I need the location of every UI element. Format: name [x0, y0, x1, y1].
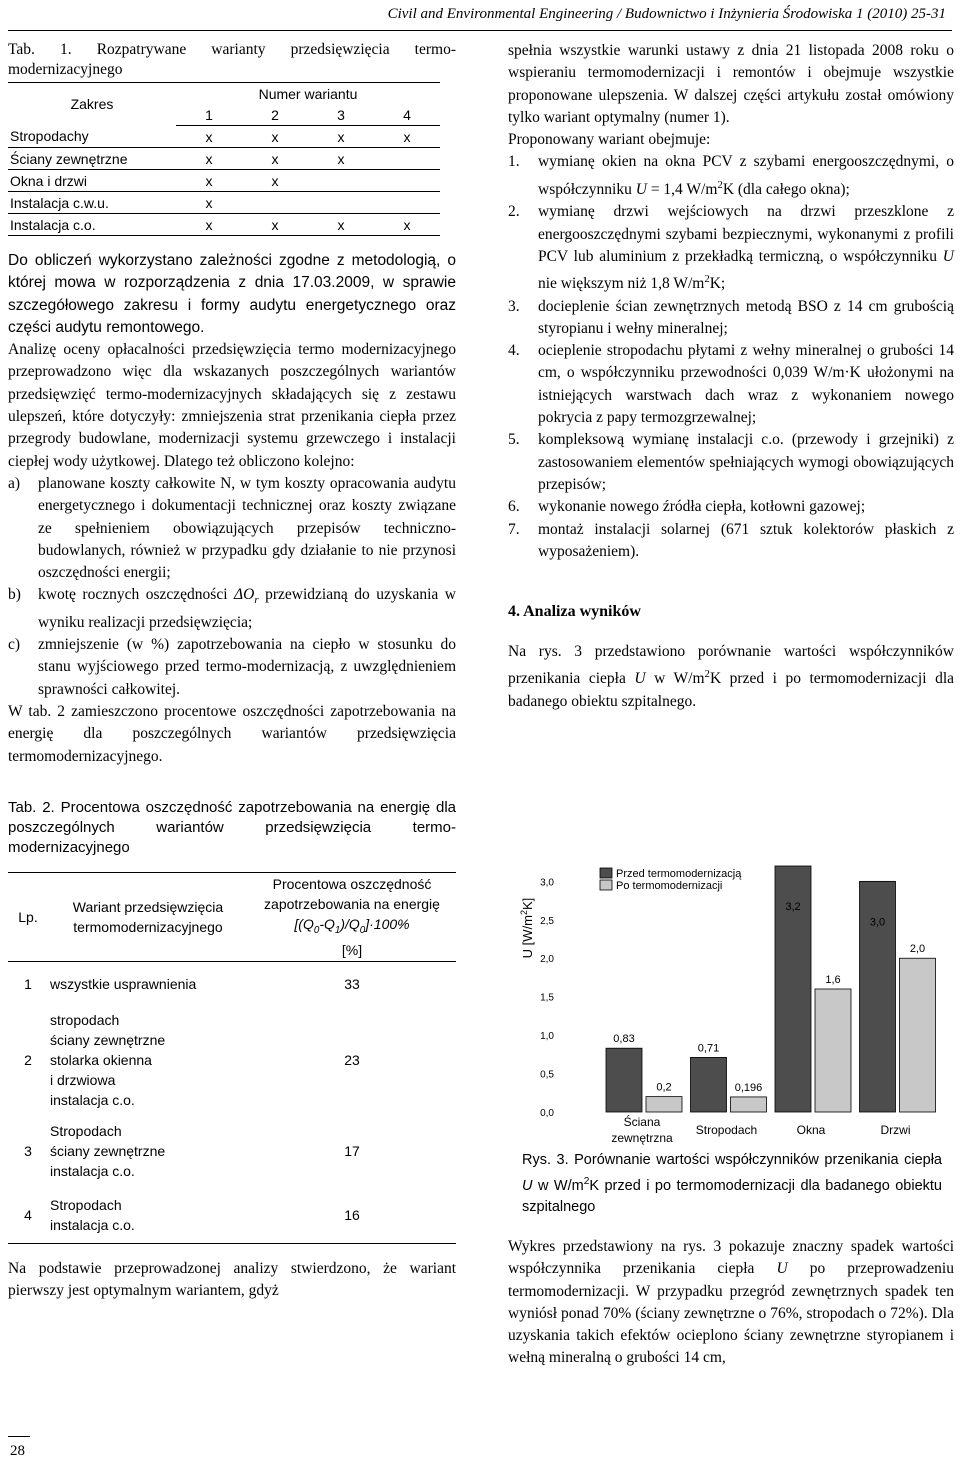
table-row — [8, 148, 440, 170]
list-marker: 4. — [508, 342, 520, 360]
figure-3-caption-block — [522, 1150, 942, 1218]
formula-sub: 1 — [334, 924, 341, 936]
table1-head-variant: Numer wariantu — [176, 83, 440, 105]
table2-variant — [48, 961, 248, 1005]
table2-percent: 33 — [344, 975, 360, 992]
symbol-u: U — [776, 1260, 788, 1278]
paragraph-conclusion: Na podstawie przeprowadzonej analizy stwierdzono, że wariant pierwszy jest optymalnym wariantem, gdyż — [8, 1259, 456, 1300]
table1-cell: x — [242, 214, 308, 236]
list-item-text: K (dla całego okna); — [722, 180, 850, 198]
table1-head-scope: Zakres — [8, 83, 176, 126]
list-item-text: wymianę drzwi wejściowych na drzwi przeszklone z energooszczędnymi szybami bezpiecznymi, wykonanymi z profili PCV lub aluminium z przekładką termiczną, o współczynniku — [538, 203, 954, 265]
table1-row-label: Stropodachy — [8, 126, 176, 148]
text-run: w W/m — [645, 670, 705, 688]
data-label: 3,0 — [869, 916, 886, 929]
text-run: Na rys. 3 przedstawiono porównanie wartości współczynników przenikania ciepła — [508, 643, 954, 688]
y-tick-label: 0,0 — [540, 1108, 554, 1119]
table1-cell — [308, 170, 374, 192]
table1-cell: x — [176, 192, 242, 214]
table1-row-label: Ściany zewnętrzne — [8, 148, 176, 170]
table1-cell: x — [176, 170, 242, 192]
table2-variant-line: i drzwiowa — [50, 1072, 116, 1089]
list-item-text: K; — [709, 275, 726, 293]
paragraph-methodology: Do obliczeń wykorzystano zależności zgodne z metodologią, o której mowa w rozporządzenia z dnia 17.03.2009, w sprawie szczegółowego zakresu i formy audytu energetycznego oraz części audytu remontowego. — [8, 252, 456, 336]
text-run: K przed i po termomodernizacji dla badanego obiektu szpitalnego — [522, 1177, 943, 1215]
table2-variant-line: Stropodach — [50, 1123, 122, 1140]
list-item — [508, 340, 954, 429]
list-item-text: wymianę okien na okna PCV z szybami energooszczędnymi, o współczynniku — [538, 153, 954, 198]
list-item — [508, 296, 954, 341]
legend-swatch — [600, 868, 612, 878]
table1-cell — [374, 192, 440, 214]
table2-variant — [48, 1005, 248, 1115]
symbol-delta-o: ΔO — [234, 586, 255, 604]
x-tick-label: Drzwi — [880, 1123, 911, 1137]
table1-cell: x — [374, 126, 440, 148]
table2-variant-line: wszystkie usprawnienia — [50, 975, 197, 992]
table-row — [8, 126, 440, 148]
list-marker: 7. — [508, 520, 520, 538]
table2-variant — [48, 1187, 248, 1243]
table2-variant-line: instalacja c.o. — [50, 1163, 135, 1180]
table2-lp: 2 — [24, 1052, 32, 1069]
symbol-u: U — [522, 1177, 533, 1194]
superscript: 2 — [704, 668, 710, 681]
paragraph-analysis: Analizę oceny opłacalności przedsięwzięcia termo modernizacyjnego przeprowadzono więc dla wskazanych poszczególnych wariantów przedsięwzięć termo-modernizacyjnych składających się z zestawu ulepszeń, które dotyczyły: zmniejszenia strat przenikania ciepła przez przegrody budowlane, modernizacji systemu grzewczego i instalacji ciepłej wody użytkowej. Dlatego też obliczono kolejno: — [8, 341, 456, 470]
table1-cell: x — [374, 214, 440, 236]
right-column — [508, 40, 954, 713]
symbol-u: U — [942, 247, 954, 265]
list-item-text: kwotę rocznych oszczędności — [38, 586, 235, 604]
table1-cell — [242, 192, 308, 214]
table-row — [8, 214, 440, 236]
data-label: 0,2 — [656, 1081, 672, 1094]
calc-list — [8, 473, 456, 701]
chart-svg — [508, 850, 954, 1150]
table2-head-variant: Wariant przedsięwzięcia termomodernizacyjnego — [48, 872, 248, 961]
table1-cell: x — [242, 148, 308, 170]
proposed-list — [508, 151, 954, 563]
paragraph-law: spełnia wszystkie warunki ustawy z dnia 21 listopada 2008 roku o wspieraniu termomodernizacji i remontów i obejmuje wszystkie proponowane ulepszenia. W dalszej części artykułu został omówiony tylko wariant optymalny (numer 1). — [508, 42, 954, 126]
superscript: 2 — [583, 1176, 590, 1187]
table1-variant-num: 2 — [242, 104, 308, 126]
superscript: 2 — [717, 178, 723, 191]
text-run: w W/m — [532, 1177, 584, 1194]
table2-head-percent — [248, 872, 456, 961]
section-title: 4. Analiza wyników — [508, 603, 641, 621]
table1-row-label: Instalacja c.w.u. — [8, 192, 176, 214]
table1-cell: x — [176, 126, 242, 148]
paragraph-fig3-discussion — [508, 1236, 954, 1370]
list-item — [508, 519, 954, 564]
table1-row-label: Okna i drzwi — [8, 170, 176, 192]
table2-percent: 16 — [248, 1187, 456, 1243]
x-tick-label: zewnętrzna — [611, 1131, 673, 1145]
formula-part: [(Q — [294, 915, 314, 932]
list-marker: c) — [8, 636, 21, 654]
bar — [900, 958, 936, 1112]
list-item — [508, 429, 954, 496]
table2-variant-line: instalacja c.o. — [50, 1217, 135, 1234]
list-item-text: planowane koszty całkowite N, w tym koszty opracowania audytu energetycznego i dokumentacji technicznej oraz koszty związane ze spełnieniem obowiązujących przepisów techniczno-budowlanych, również w przypadku gdy działanie to nie przynosi oszczędności energii; — [38, 474, 456, 582]
y-tick-label: 1,5 — [540, 992, 554, 1004]
table2 — [8, 872, 456, 1244]
list-item — [508, 201, 954, 295]
list-marker: a) — [8, 474, 21, 492]
figure-caption — [522, 1150, 942, 1218]
list-marker: 5. — [508, 431, 520, 449]
list-marker: 2. — [508, 203, 520, 221]
table2-caption: Tab. 2. Procentowa oszczędność zapotrzebowania na energię dla poszczególnych wariantów przedsięwzięcia termo-modernizacyjnego — [8, 798, 456, 856]
table1-cell: x — [242, 126, 308, 148]
y-tick-label: 2,5 — [540, 915, 554, 927]
footer-rule — [8, 1436, 30, 1437]
symbol-subscript: r — [254, 594, 259, 607]
list-item-text: ocieplenie stropodachu płytami z wełny mineralnej o grubości 14 cm, o współczynniku przewodności 0,039 W/m·K ułożonymi na istniejących warstwach dach wraz z wykonaniem nowego pokrycia z papy termozgrzewalnej; — [538, 342, 954, 427]
text-run: po przeprowadzeniu termomodernizacji. W przypadku przegród zewnętrznych spadek ten wyniósł ponad 70% (ściany zewnętrzne o 76%, stropodach o 72%). Dla uzyskania takich efektów ocieplono ściany zewnętrzne styropianem i wełną mineralną o grubości 14 cm, — [508, 1260, 954, 1367]
table2-lp: 3 — [24, 1143, 32, 1160]
bar — [691, 1057, 727, 1112]
table1-cell: x — [176, 148, 242, 170]
list-item-text: montaż instalacji solarnej (671 sztuk kolektorów płaskich z wyposażeniem). — [538, 520, 954, 560]
table2-head-lp: Lp. — [8, 872, 48, 961]
table-row — [8, 1187, 456, 1243]
table-row — [8, 1005, 456, 1115]
table2-variant-line: ściany zewnętrzne — [50, 1143, 166, 1160]
table2-percent: 23 — [344, 1052, 360, 1069]
legend-entry: Po termomodernizacji — [616, 880, 723, 892]
list-item-text: nie większym niż 1,8 W/m — [538, 275, 705, 293]
table2-variant-line: instalacja c.o. — [50, 1092, 135, 1109]
legend-entry: Przed termomodernizacją — [616, 868, 742, 880]
table1-cell — [374, 170, 440, 192]
data-label: 0,71 — [697, 1042, 720, 1055]
list-item-text: kompleksową wymianę instalacji c.o. (przewody i grzejniki) z zastosowaniem elementów spełniających wymogi obowiązujących przepisów; — [538, 431, 954, 493]
text-run: Rys. 3. Porównanie wartości współczynników przenikania ciepła — [522, 1152, 942, 1168]
list-item — [508, 151, 954, 201]
formula-part: )/Q — [340, 915, 360, 932]
x-tick-label: Okna — [796, 1123, 826, 1137]
list-item — [508, 496, 954, 518]
figure-3-chart — [508, 850, 954, 1150]
bar — [606, 1048, 642, 1112]
table1 — [8, 82, 440, 236]
list-item-text: zmniejszenie (w %) zapotrzebowania na ciepło w stosunku do stanu wyjściowego przed termo-modernizacją, z uwzględnieniem sprawności całkowitej. — [38, 636, 456, 698]
list-marker: 1. — [508, 153, 520, 171]
x-tick-label: Stropodach — [695, 1123, 758, 1137]
x-tick-label: Ściana — [623, 1115, 661, 1129]
list-item-text: = 1,4 W/m — [646, 180, 718, 198]
list-marker: 6. — [508, 498, 520, 516]
y-tick-label: 1,0 — [540, 1031, 554, 1043]
table1-cell: x — [308, 126, 374, 148]
header-rule — [8, 30, 952, 31]
table1-cell: x — [176, 214, 242, 236]
table2-variant — [48, 1115, 248, 1187]
paragraph-table2-intro: W tab. 2 zamieszczono procentowe oszczędności zapotrzebowania na energię dla poszczególnych wariantów przedsięwzięcia termomodernizacyjnego. — [8, 703, 456, 765]
table2-lp: 1 — [24, 975, 32, 992]
table1-row-label: Instalacja c.o. — [8, 214, 176, 236]
table1-variant-num: 3 — [308, 104, 374, 126]
y-tick-label: 2,0 — [540, 954, 554, 966]
table2-percent: 17 — [344, 1143, 360, 1160]
bar — [815, 989, 851, 1112]
table-row — [8, 170, 440, 192]
superscript: 2 — [704, 273, 710, 286]
table1-cell — [374, 148, 440, 170]
table1-cell: x — [242, 170, 308, 192]
data-label: 1,6 — [825, 973, 841, 986]
symbol-u: U — [635, 180, 647, 198]
table-row — [8, 961, 456, 1005]
list-item-text: przewidzianą do uzyskania w wyniku realizacji przedsięwzięcia; — [38, 586, 456, 631]
formula-sub: 0 — [359, 924, 366, 936]
legend-swatch — [600, 880, 612, 890]
data-label: 0,196 — [734, 1081, 763, 1094]
y-tick-label: 0,5 — [540, 1069, 554, 1081]
data-label: 3,2 — [785, 900, 801, 913]
list-item — [8, 473, 456, 584]
table2-lp: 4 — [8, 1187, 48, 1243]
text-run: K przed i po termomodernizacji dla badanego obiektu szpitalnego. — [508, 670, 955, 710]
table2-head-unit: [%] — [341, 942, 363, 959]
data-label: 0,83 — [613, 1033, 635, 1046]
table1-variant-num: 4 — [374, 104, 440, 126]
paragraph-proposed: Proponowany wariant obejmuje: — [508, 131, 711, 149]
formula-part: -Q — [319, 915, 335, 932]
y-tick-label: 3,0 — [540, 877, 554, 889]
table2-variant-line: Stropodach — [50, 1197, 122, 1214]
formula-part: ]·100% — [365, 915, 410, 932]
table1-cell: x — [308, 148, 374, 170]
page-number: 28 — [10, 1443, 25, 1459]
bar — [731, 1097, 767, 1112]
table1-cell: x — [308, 214, 374, 236]
list-item-text: wykonanie nowego źródła ciepła, kotłowni gazowej; — [538, 498, 866, 516]
table1-cell — [308, 192, 374, 214]
list-item-text: docieplenie ścian zewnętrznych metodą BSO z 14 cm grubością styropianu i wełny mineralnej; — [538, 297, 954, 337]
list-marker: b) — [8, 586, 21, 604]
table2-variant-line: ściany zewnętrzne — [50, 1032, 166, 1049]
list-marker: 3. — [508, 297, 520, 315]
table2-head-percent-text: Procentowa oszczędność zapotrzebowania na energię — [264, 875, 440, 912]
table-row — [8, 192, 440, 214]
table1-variant-num: 1 — [176, 104, 242, 126]
data-label: 2,0 — [909, 943, 926, 956]
table1-caption: Tab. 1. Rozpatrywane warianty przedsięwzięcia termo-modernizacyjnego — [8, 41, 456, 78]
y-axis-label: U $[W/m^2K]$ — [519, 897, 535, 959]
table2-variant-line: stolarka okienna — [50, 1052, 152, 1069]
table2-variant-line: stropodach — [50, 1012, 120, 1029]
formula-sub: 0 — [313, 924, 320, 936]
symbol-u: U — [634, 670, 646, 688]
list-item — [8, 634, 456, 701]
bar — [646, 1097, 682, 1112]
list-item — [8, 584, 456, 634]
left-column — [8, 40, 456, 1303]
running-header: Civil and Environmental Engineering / Budownictwo i Inżynieria Środowiska 1 (2010) 25-31 — [387, 6, 946, 22]
text-run: Wykres przedstawiony na rys. 3 pokazuje znaczny spadek wartości współczynnika przenikania ciepła — [508, 1238, 954, 1278]
paragraph-fig3-discussion-block — [508, 1236, 954, 1370]
table-row — [8, 1115, 456, 1187]
paragraph-fig3-intro — [508, 641, 954, 713]
